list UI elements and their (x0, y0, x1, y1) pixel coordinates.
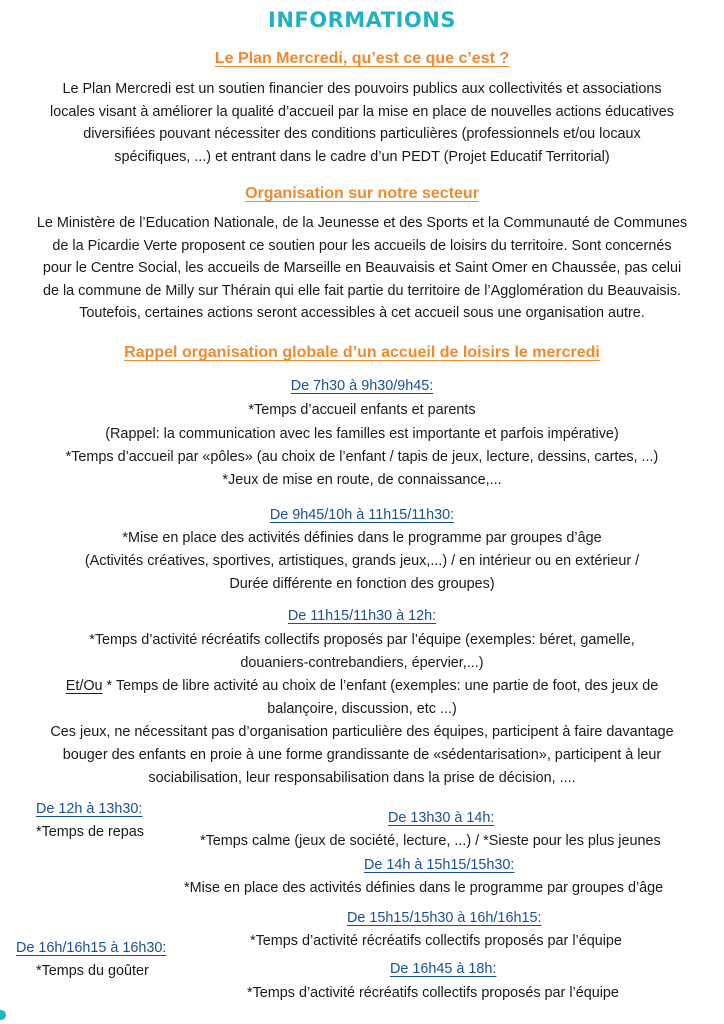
slot3-line: Ces jeux, ne nécessitant pas d’organisation particulière des équipes, participent à faire davantage (50, 724, 674, 740)
slot3-line: *Temps d’activité récréatifs collectifs proposés par l’équipe (exemples: béret, gamelle, (89, 632, 635, 648)
paragraph-line: pour le Centre Social, les accueils de Marseille en Beauvaisis et Saint Omer en Chaussée, pas celui (42, 260, 682, 276)
rappel-heading: Rappel organisation globale d’un accueil de loisirs le mercredi (124, 344, 600, 361)
recre1-text: *Temps d’activité récréatifs collectifs proposés par l’équipe (250, 933, 622, 949)
paragraph-line: diversifiées pouvant nécessiter des conditions particulières (professionnels et/ou locaux (83, 126, 641, 142)
organisation-heading: Organisation sur notre secteur (245, 185, 479, 202)
slot2-line: Durée différente en fonction des groupes) (229, 576, 495, 592)
repas-text: *Temps de repas (36, 824, 144, 840)
slot1-line: *Temps d’accueil par «pôles» (au choix de l’enfant / tapis de jeux, lecture, dessins, cartes, ...) (65, 449, 659, 465)
slot1-line: (Rappel: la communication avec les familles est importante et parfois impérative) (105, 426, 619, 442)
slot2-time: De 9h45/10h à 11h15/11h30: (269, 507, 455, 523)
slot3-etou-line (0, 678, 724, 694)
plan-mercredi-paragraph (0, 78, 724, 168)
calme-text: *Temps calme (jeux de société, lecture, ...) / *Sieste pour les plus jeunes (200, 833, 661, 849)
calme-time: De 13h30 à 14h: (388, 810, 495, 826)
slot3-line: douaniers-contrebandiers, épervier,...) (240, 655, 484, 671)
recre1-time: De 15h15/15h30 à 16h/16h15: (347, 910, 542, 926)
etou-label: Et/Ou (65, 678, 103, 694)
slot1-line: *Jeux de mise en route, de connaissance,... (222, 472, 502, 488)
decorative-corner-mark (0, 1010, 6, 1020)
slot1-time: De 7h30 à 9h30/9h45: (290, 378, 434, 394)
paragraph-line: Le Ministère de l’Education Nationale, de la Jeunesse et des Sports et la Communauté de Communes (36, 215, 688, 231)
paragraph-line: de la commune de Milly sur Thérain qui elle fait partie du territoire de l’Agglomération du Beauvaisis. (42, 282, 682, 299)
paragraph-line: Le Plan Mercredi est un soutien financier des pouvoirs publics aux collectivités et associations (62, 81, 662, 97)
paragraph-line: locales visant à améliorer la qualité d’accueil par la mise en place de nouvelles actions éducatives (50, 103, 674, 120)
slot2-line: (Activités créatives, sportives, artistiques, grands jeux,...) / en intérieur ou en extérieur / (84, 553, 640, 569)
slot3-time: De 11h15/11h30 à 12h: (287, 608, 437, 624)
recre2-text: *Temps d’activité récréatifs collectifs proposés par l’équipe (247, 985, 619, 1001)
slot3-line: balançoire, discussion, etc ...) (267, 701, 457, 717)
plan-mercredi-heading: Le Plan Mercredi, qu’est ce que c’est ? (214, 50, 510, 67)
repas-time: De 12h à 13h30: (36, 801, 143, 817)
organisation-paragraph (0, 212, 724, 325)
slot3-line: bouger des enfants en proie à une forme grandissante de «sédentarisation», participent à leur (62, 747, 662, 763)
paragraph-line: Toutefois, certaines actions seront accessibles à cet accueil sous une organisation autre. (79, 305, 645, 321)
slot3-line: sociabilisation, leur responsabilisation dans la prise de décision, .... (148, 770, 576, 786)
paragraph-line: spécifiques, ...) et entrant dans le cadre d’un PEDT (Projet Educatif Territorial) (114, 148, 610, 165)
paragraph-line: de la Picardie Verte proposent ce soutien pour les accueils de loisirs du territoire. Sont concernés (52, 237, 672, 254)
slot2-line: *Mise en place des activités définies dans le programme par groupes d’âge (122, 530, 602, 546)
aprem-text: *Mise en place des activités définies dans le programme par groupes d’âge (184, 880, 664, 896)
recre2-time: De 16h45 à 18h: (390, 961, 497, 977)
aprem-time: De 14h à 15h15/15h30: (364, 857, 515, 873)
etou-text: * Temps de libre activité au choix de l’enfant (exemples: une partie de foot, des jeux de (102, 678, 659, 694)
slot1-line: *Temps d’accueil enfants et parents (248, 402, 476, 418)
gouter-text: *Temps du goûter (36, 963, 149, 979)
page-title: INFORMATIONS (268, 8, 456, 32)
gouter-time: De 16h/16h15 à 16h30: (16, 940, 167, 956)
